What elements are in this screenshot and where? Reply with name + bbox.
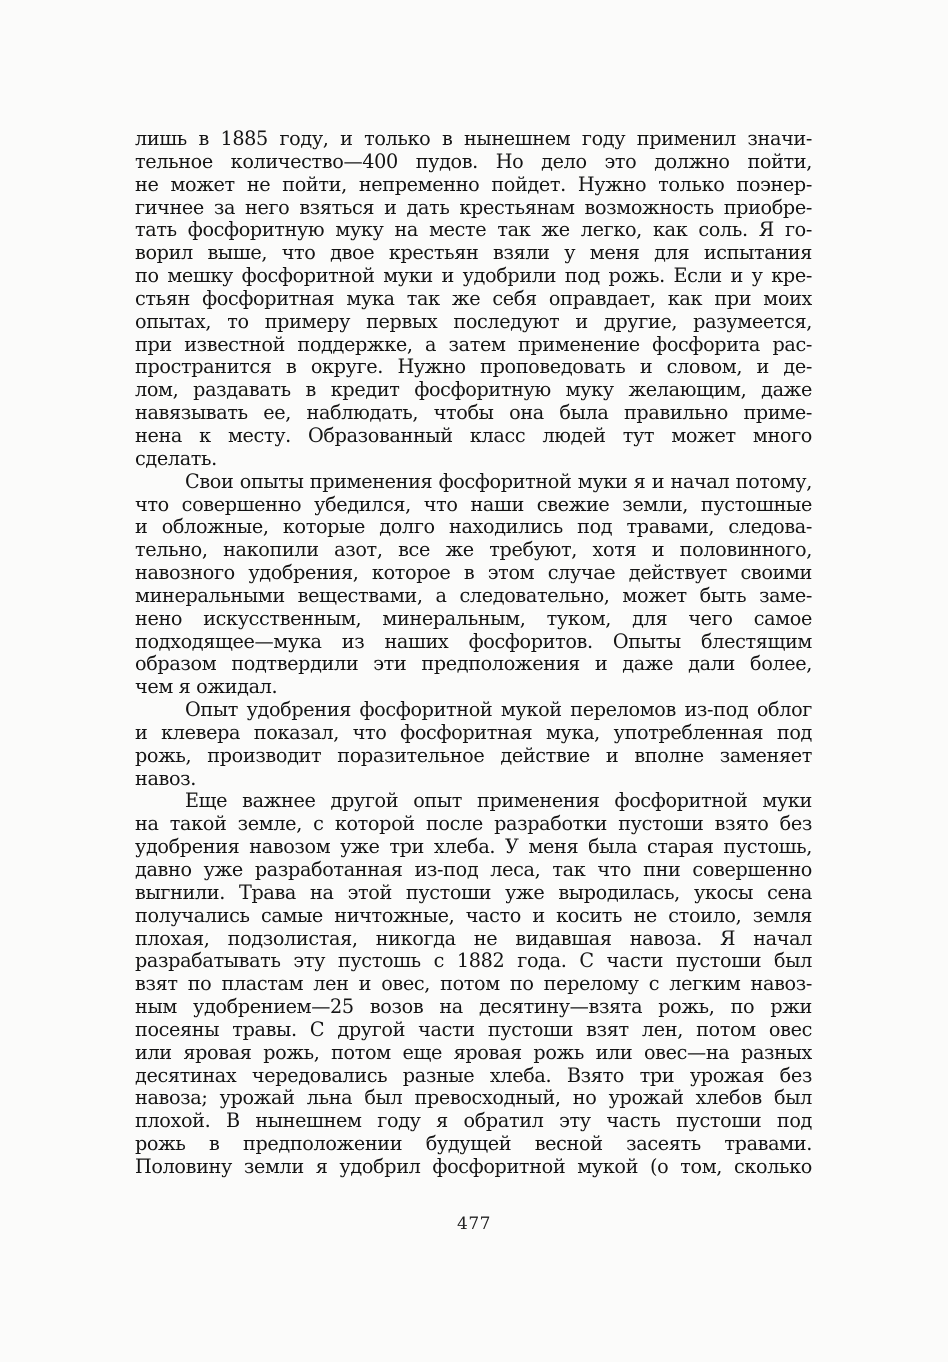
text-line: и обложные, которые долго находились под травами, следова- [135,516,812,539]
text-line: нена к месту. Образованный класс людей тут может много [135,424,812,447]
paragraph [135,699,812,790]
text-line: ворил выше, что двое крестьян взяли у меня для испытания [135,242,812,265]
text-line: подходящее—мука из наших фосфоритов. Опыты блестящим [135,630,812,653]
paragraph [135,128,812,471]
text-line: рожь в предположении будущей весной засеять травами. [135,1133,812,1156]
text-line: навоз. [135,767,197,790]
text-line: минеральными веществами, а следовательно, может быть заме- [135,584,812,607]
text-line: Свои опыты применения фосфоритной муки я и начал потому, [185,470,812,493]
text-line: на такой земле, с которой после разработки пустоши взято без [135,813,812,836]
text-line: навоза; урожай льна был превосходный, но урожай хлебов был [135,1087,812,1110]
text-line: лишь в 1885 году, и только в нынешнем году применил значи- [135,128,812,150]
text-line: давно уже разработанная из-под леса, так что пни совершенно [135,859,812,881]
text-line: не может не пойти, непременно пойдет. Нужно только поэнер- [135,173,812,196]
text-line: навозного удобрения, которое в этом случае действует своими [135,562,812,585]
paragraph [135,790,812,1178]
text-line: разрабатывать эту пустошь с 1882 года. С части пустоши был [135,950,812,973]
text-line: опытах, то примеру первых последуют и другие, разумеется, [135,310,812,333]
text-line: Опыт удобрения фосфоритной мукой переломов из-под облог [185,699,812,722]
body-text [135,128,812,1179]
page-number: 477 [457,1214,491,1234]
text-line: что совершенно убедился, что наши свежие земли, пустошные [135,493,812,516]
paragraph [135,471,812,699]
text-line: ным удобрением—25 возов на десятину—взята рожь, по ржи [135,996,812,1019]
text-line: или яровая рожь, потом еще яровая рожь или овес—на разных [135,1041,812,1064]
text-line: образом подтвердили эти предположения и даже дали более, [135,653,812,676]
text-line: плохая, подзолистая, никогда не видавшая навоза. Я начал [135,927,812,950]
text-line: и клевера показал, что фосфоритная мука, употребленная под [135,721,812,744]
text-line: выгнили. Трава на этой пустоши уже выродилась, укосы сена [135,881,812,904]
text-line: удобрения навозом уже три хлеба. У меня была старая пустошь, [135,836,812,859]
text-line: рожь, производит поразительное действие и вполне заменяет [135,744,812,767]
text-line: пространится в округе. Нужно проповедовать и словом, и де- [135,356,812,379]
text-line: взят по пластам лен и овес, потом по перелому с легким навоз- [135,973,812,996]
text-line: десятинах чередовались разные хлеба. Взято три урожая без [135,1064,812,1087]
text-line: Половину земли я удобрил фосфоритной мукой (о том, сколько [135,1155,812,1178]
text-line: сделать. [135,447,217,470]
text-line: плохой. В нынешнем году я обратил эту часть пустоши под [135,1110,812,1133]
text-line: стьян фосфоритная мука так же себя оправдает, как при моих [135,287,812,310]
text-line: чем я ожидал. [135,676,278,699]
text-line: тельно, накопили азот, все же требуют, хотя и половинного, [135,539,812,562]
text-line: нено искусственным, минеральным, туком, для чего самое [135,607,812,630]
text-line: гичнее за него взяться и дать крестьянам возможность приобре- [135,196,812,219]
text-line: посеяны травы. С другой части пустоши взят лен, потом овес [135,1018,812,1041]
text-line: при известной поддержке, а затем применение фосфорита рас- [135,333,812,356]
text-line: тельное количество—400 пудов. Но дело это должно пойти, [135,150,812,173]
text-line: навязывать ее, наблюдать, чтобы она была правильно приме- [135,402,812,425]
text-line: Еще важнее другой опыт применения фосфоритной муки [185,790,812,813]
text-line: по мешку фосфоритной муки и удобрили под рожь. Если и у кре- [135,265,812,288]
text-line: лом, раздавать в кредит фосфоритную муку желающим, даже [135,379,812,402]
text-line: получались самые ничтожные, часто и косить не стоило, земля [135,904,812,927]
text-line: тать фосфоритную муку на месте так же легко, как соль. Я го- [135,219,812,242]
